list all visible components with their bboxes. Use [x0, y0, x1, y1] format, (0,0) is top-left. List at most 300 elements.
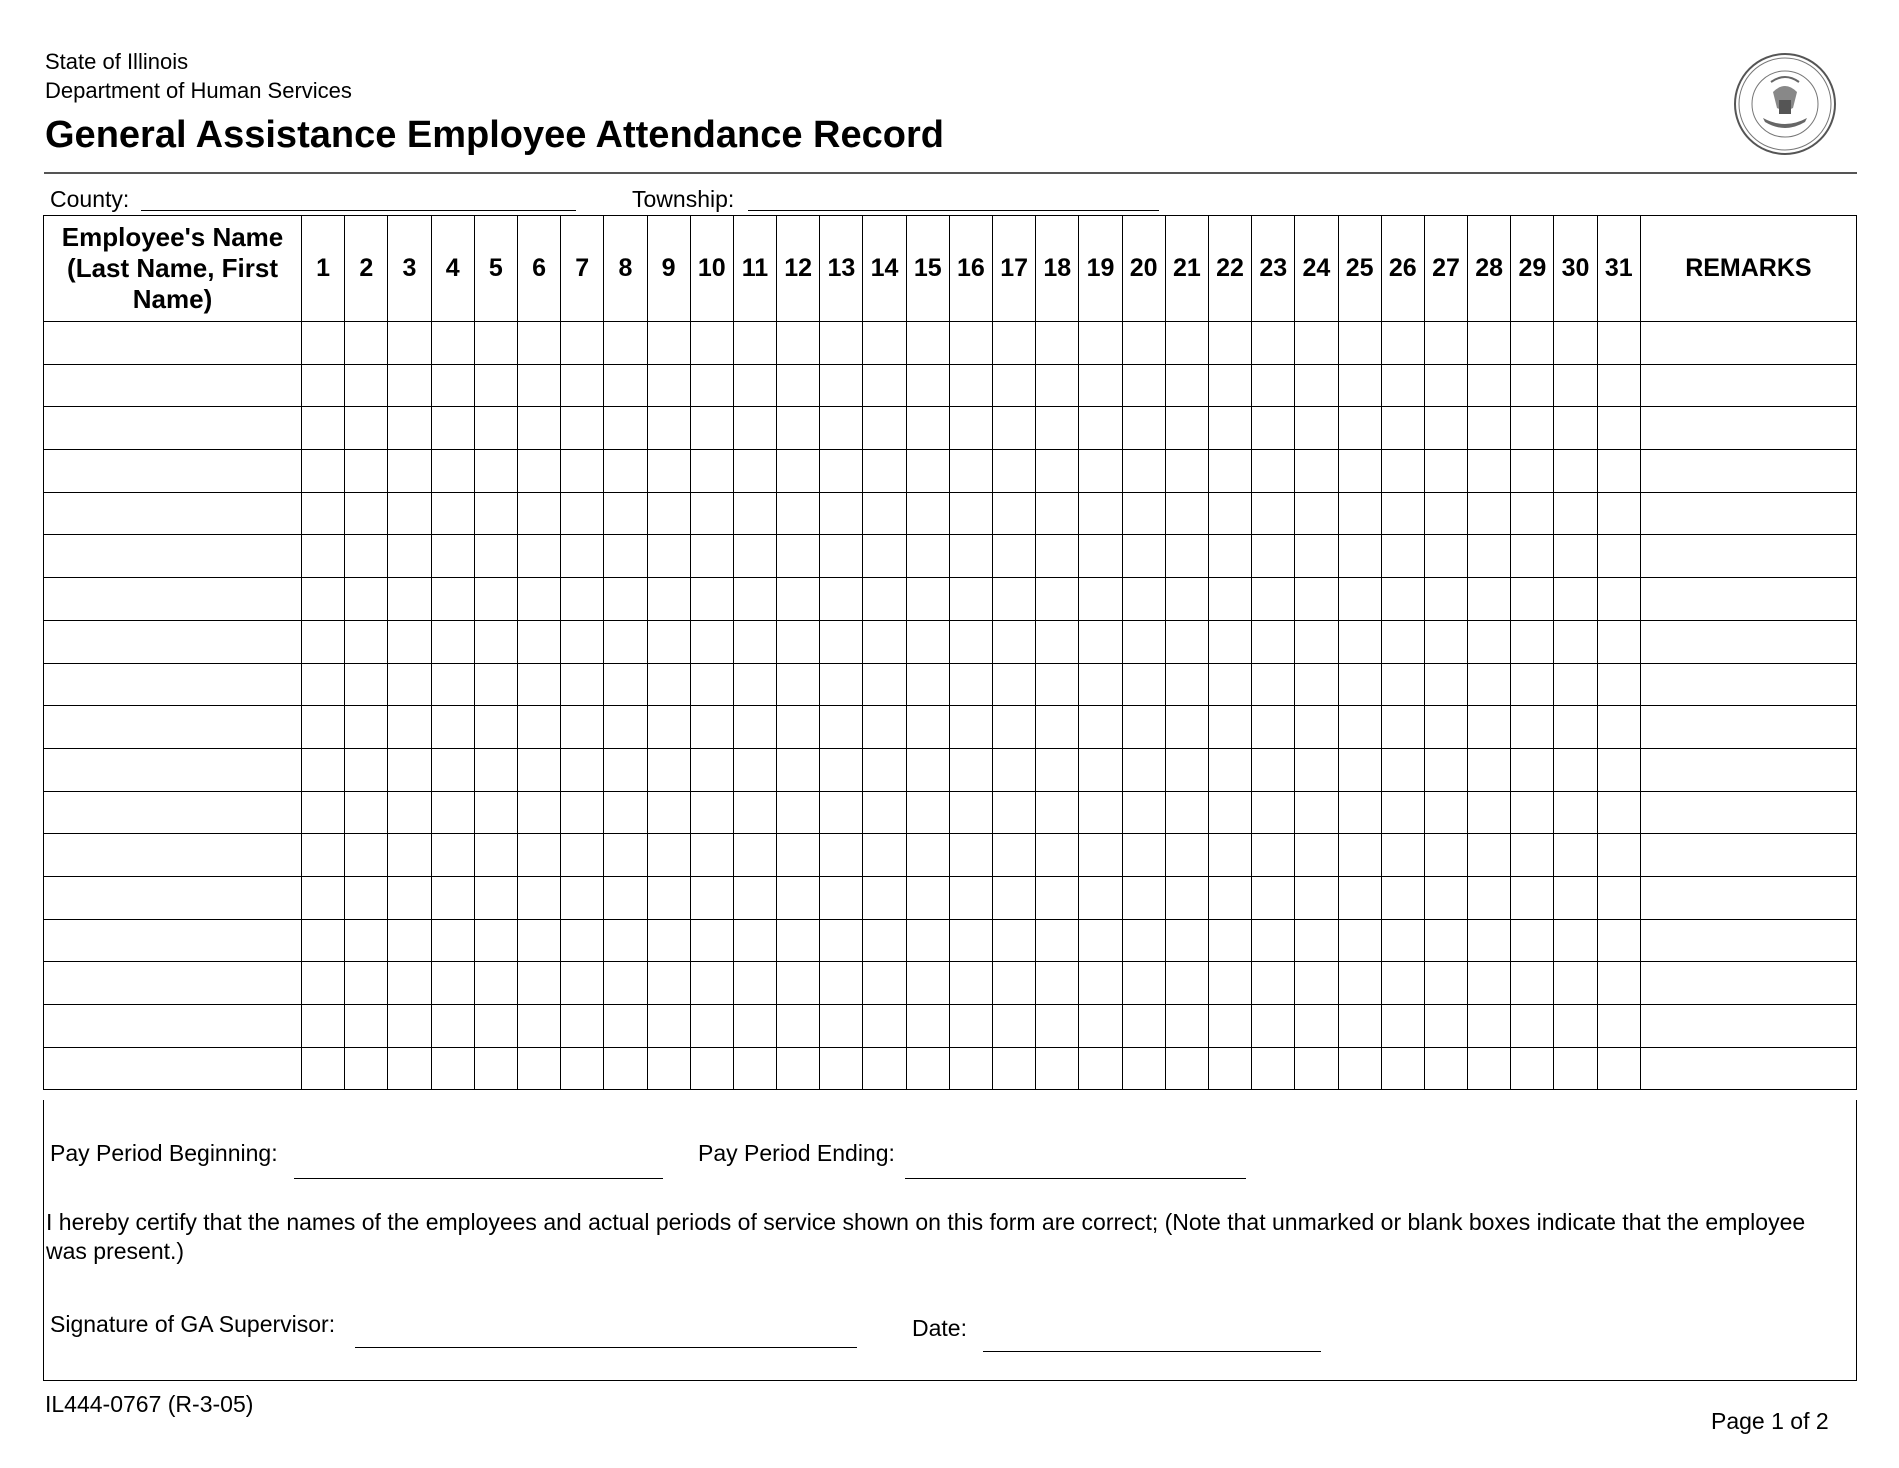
day-cell[interactable]: [1468, 834, 1511, 877]
day-cell[interactable]: [820, 407, 863, 450]
day-cell[interactable]: [345, 492, 388, 535]
day-cell[interactable]: [1165, 407, 1208, 450]
day-cell[interactable]: [993, 620, 1036, 663]
day-cell[interactable]: [690, 919, 733, 962]
day-cell[interactable]: [690, 663, 733, 706]
day-cell[interactable]: [302, 578, 345, 621]
day-cell[interactable]: [302, 407, 345, 450]
day-cell[interactable]: [1597, 962, 1640, 1005]
day-cell[interactable]: [1511, 1047, 1554, 1090]
day-cell[interactable]: [561, 407, 604, 450]
day-cell[interactable]: [561, 962, 604, 1005]
day-cell[interactable]: [1554, 620, 1597, 663]
day-cell[interactable]: [388, 578, 431, 621]
day-cell[interactable]: [1295, 364, 1338, 407]
day-cell[interactable]: [1338, 578, 1381, 621]
day-cell[interactable]: [561, 748, 604, 791]
day-cell[interactable]: [1381, 492, 1424, 535]
day-cell[interactable]: [949, 407, 992, 450]
day-cell[interactable]: [820, 364, 863, 407]
day-cell[interactable]: [604, 663, 647, 706]
day-cell[interactable]: [345, 919, 388, 962]
day-cell[interactable]: [1381, 663, 1424, 706]
day-cell[interactable]: [1036, 578, 1079, 621]
day-cell[interactable]: [733, 748, 776, 791]
day-cell[interactable]: [863, 876, 906, 919]
day-cell[interactable]: [1079, 407, 1122, 450]
day-cell[interactable]: [388, 962, 431, 1005]
pay-period-ending-field[interactable]: [905, 1178, 1246, 1179]
day-cell[interactable]: [302, 706, 345, 749]
day-cell[interactable]: [647, 492, 690, 535]
day-cell[interactable]: [777, 1047, 820, 1090]
day-cell[interactable]: [345, 748, 388, 791]
day-cell[interactable]: [1079, 450, 1122, 493]
remarks-cell[interactable]: [1640, 962, 1856, 1005]
day-cell[interactable]: [604, 706, 647, 749]
day-cell[interactable]: [1208, 492, 1251, 535]
day-cell[interactable]: [1165, 663, 1208, 706]
day-cell[interactable]: [906, 578, 949, 621]
day-cell[interactable]: [1597, 578, 1640, 621]
day-cell[interactable]: [1468, 620, 1511, 663]
remarks-cell[interactable]: [1640, 492, 1856, 535]
day-cell[interactable]: [647, 578, 690, 621]
day-cell[interactable]: [1252, 620, 1295, 663]
day-cell[interactable]: [690, 492, 733, 535]
day-cell[interactable]: [1252, 322, 1295, 365]
day-cell[interactable]: [1036, 663, 1079, 706]
day-cell[interactable]: [1036, 834, 1079, 877]
day-cell[interactable]: [1208, 834, 1251, 877]
day-cell[interactable]: [1597, 791, 1640, 834]
day-cell[interactable]: [604, 322, 647, 365]
day-cell[interactable]: [1208, 322, 1251, 365]
day-cell[interactable]: [388, 407, 431, 450]
day-cell[interactable]: [388, 834, 431, 877]
remarks-cell[interactable]: [1640, 663, 1856, 706]
day-cell[interactable]: [1468, 962, 1511, 1005]
day-cell[interactable]: [863, 578, 906, 621]
day-cell[interactable]: [1036, 364, 1079, 407]
day-cell[interactable]: [604, 962, 647, 1005]
day-cell[interactable]: [474, 962, 517, 1005]
remarks-cell[interactable]: [1640, 919, 1856, 962]
day-cell[interactable]: [1208, 962, 1251, 1005]
day-cell[interactable]: [1424, 834, 1467, 877]
day-cell[interactable]: [777, 834, 820, 877]
day-cell[interactable]: [1381, 791, 1424, 834]
day-cell[interactable]: [949, 535, 992, 578]
day-cell[interactable]: [474, 322, 517, 365]
day-cell[interactable]: [1208, 748, 1251, 791]
day-cell[interactable]: [302, 791, 345, 834]
day-cell[interactable]: [690, 1005, 733, 1048]
day-cell[interactable]: [1252, 791, 1295, 834]
day-cell[interactable]: [1554, 535, 1597, 578]
day-cell[interactable]: [1511, 1005, 1554, 1048]
day-cell[interactable]: [777, 706, 820, 749]
day-cell[interactable]: [1554, 706, 1597, 749]
day-cell[interactable]: [1554, 407, 1597, 450]
day-cell[interactable]: [1554, 322, 1597, 365]
day-cell[interactable]: [820, 919, 863, 962]
day-cell[interactable]: [863, 834, 906, 877]
day-cell[interactable]: [1468, 535, 1511, 578]
day-cell[interactable]: [993, 663, 1036, 706]
day-cell[interactable]: [863, 748, 906, 791]
signature-field[interactable]: [355, 1347, 857, 1348]
day-cell[interactable]: [604, 834, 647, 877]
day-cell[interactable]: [1122, 876, 1165, 919]
day-cell[interactable]: [993, 364, 1036, 407]
day-cell[interactable]: [517, 492, 560, 535]
day-cell[interactable]: [1208, 919, 1251, 962]
day-cell[interactable]: [993, 791, 1036, 834]
township-field[interactable]: [748, 210, 1159, 211]
day-cell[interactable]: [474, 748, 517, 791]
day-cell[interactable]: [517, 535, 560, 578]
day-cell[interactable]: [993, 706, 1036, 749]
day-cell[interactable]: [604, 876, 647, 919]
day-cell[interactable]: [1424, 1005, 1467, 1048]
remarks-cell[interactable]: [1640, 578, 1856, 621]
day-cell[interactable]: [1165, 450, 1208, 493]
day-cell[interactable]: [604, 919, 647, 962]
day-cell[interactable]: [604, 1047, 647, 1090]
day-cell[interactable]: [733, 322, 776, 365]
day-cell[interactable]: [1036, 962, 1079, 1005]
day-cell[interactable]: [431, 791, 474, 834]
day-cell[interactable]: [1381, 706, 1424, 749]
day-cell[interactable]: [906, 962, 949, 1005]
day-cell[interactable]: [906, 663, 949, 706]
day-cell[interactable]: [1036, 492, 1079, 535]
day-cell[interactable]: [1511, 748, 1554, 791]
day-cell[interactable]: [690, 706, 733, 749]
remarks-cell[interactable]: [1640, 364, 1856, 407]
day-cell[interactable]: [690, 407, 733, 450]
remarks-cell[interactable]: [1640, 322, 1856, 365]
day-cell[interactable]: [1381, 620, 1424, 663]
day-cell[interactable]: [1468, 450, 1511, 493]
day-cell[interactable]: [647, 876, 690, 919]
day-cell[interactable]: [1165, 834, 1208, 877]
day-cell[interactable]: [1122, 450, 1165, 493]
day-cell[interactable]: [1036, 620, 1079, 663]
day-cell[interactable]: [863, 492, 906, 535]
day-cell[interactable]: [388, 364, 431, 407]
day-cell[interactable]: [474, 450, 517, 493]
day-cell[interactable]: [517, 663, 560, 706]
day-cell[interactable]: [949, 364, 992, 407]
day-cell[interactable]: [431, 834, 474, 877]
day-cell[interactable]: [690, 791, 733, 834]
day-cell[interactable]: [1424, 791, 1467, 834]
day-cell[interactable]: [777, 620, 820, 663]
day-cell[interactable]: [517, 364, 560, 407]
day-cell[interactable]: [733, 1005, 776, 1048]
day-cell[interactable]: [474, 1005, 517, 1048]
day-cell[interactable]: [1468, 748, 1511, 791]
day-cell[interactable]: [1208, 791, 1251, 834]
day-cell[interactable]: [1468, 492, 1511, 535]
day-cell[interactable]: [388, 1005, 431, 1048]
day-cell[interactable]: [1338, 620, 1381, 663]
day-cell[interactable]: [1511, 322, 1554, 365]
day-cell[interactable]: [1554, 791, 1597, 834]
day-cell[interactable]: [993, 322, 1036, 365]
day-cell[interactable]: [993, 876, 1036, 919]
day-cell[interactable]: [1079, 834, 1122, 877]
day-cell[interactable]: [820, 492, 863, 535]
day-cell[interactable]: [647, 706, 690, 749]
day-cell[interactable]: [906, 748, 949, 791]
day-cell[interactable]: [1252, 834, 1295, 877]
day-cell[interactable]: [906, 535, 949, 578]
day-cell[interactable]: [474, 407, 517, 450]
day-cell[interactable]: [1252, 876, 1295, 919]
day-cell[interactable]: [1597, 492, 1640, 535]
day-cell[interactable]: [777, 364, 820, 407]
remarks-cell[interactable]: [1640, 407, 1856, 450]
day-cell[interactable]: [993, 748, 1036, 791]
day-cell[interactable]: [1036, 450, 1079, 493]
day-cell[interactable]: [1252, 706, 1295, 749]
day-cell[interactable]: [1511, 919, 1554, 962]
day-cell[interactable]: [1554, 1005, 1597, 1048]
remarks-cell[interactable]: [1640, 620, 1856, 663]
day-cell[interactable]: [777, 492, 820, 535]
day-cell[interactable]: [1036, 919, 1079, 962]
employee-name-cell[interactable]: [44, 834, 302, 877]
day-cell[interactable]: [345, 407, 388, 450]
day-cell[interactable]: [1338, 535, 1381, 578]
day-cell[interactable]: [1208, 535, 1251, 578]
day-cell[interactable]: [517, 748, 560, 791]
day-cell[interactable]: [1079, 706, 1122, 749]
day-cell[interactable]: [302, 322, 345, 365]
day-cell[interactable]: [302, 620, 345, 663]
day-cell[interactable]: [820, 322, 863, 365]
day-cell[interactable]: [1554, 834, 1597, 877]
day-cell[interactable]: [1295, 535, 1338, 578]
day-cell[interactable]: [431, 663, 474, 706]
day-cell[interactable]: [388, 876, 431, 919]
day-cell[interactable]: [1338, 663, 1381, 706]
day-cell[interactable]: [1036, 1005, 1079, 1048]
day-cell[interactable]: [820, 706, 863, 749]
day-cell[interactable]: [1252, 1047, 1295, 1090]
day-cell[interactable]: [733, 620, 776, 663]
day-cell[interactable]: [863, 1005, 906, 1048]
day-cell[interactable]: [1338, 364, 1381, 407]
day-cell[interactable]: [431, 450, 474, 493]
day-cell[interactable]: [1338, 919, 1381, 962]
day-cell[interactable]: [1338, 450, 1381, 493]
day-cell[interactable]: [949, 450, 992, 493]
day-cell[interactable]: [1122, 706, 1165, 749]
day-cell[interactable]: [1252, 578, 1295, 621]
day-cell[interactable]: [1036, 407, 1079, 450]
day-cell[interactable]: [1122, 535, 1165, 578]
day-cell[interactable]: [561, 919, 604, 962]
day-cell[interactable]: [1511, 450, 1554, 493]
day-cell[interactable]: [474, 535, 517, 578]
day-cell[interactable]: [993, 450, 1036, 493]
day-cell[interactable]: [1338, 748, 1381, 791]
day-cell[interactable]: [1122, 791, 1165, 834]
day-cell[interactable]: [1424, 706, 1467, 749]
day-cell[interactable]: [1597, 663, 1640, 706]
day-cell[interactable]: [431, 748, 474, 791]
day-cell[interactable]: [1295, 450, 1338, 493]
day-cell[interactable]: [647, 1047, 690, 1090]
day-cell[interactable]: [1424, 535, 1467, 578]
day-cell[interactable]: [517, 706, 560, 749]
day-cell[interactable]: [345, 450, 388, 493]
day-cell[interactable]: [820, 1005, 863, 1048]
day-cell[interactable]: [431, 322, 474, 365]
day-cell[interactable]: [1252, 919, 1295, 962]
remarks-cell[interactable]: [1640, 834, 1856, 877]
employee-name-cell[interactable]: [44, 620, 302, 663]
day-cell[interactable]: [1295, 620, 1338, 663]
day-cell[interactable]: [1295, 1005, 1338, 1048]
day-cell[interactable]: [474, 919, 517, 962]
day-cell[interactable]: [1597, 834, 1640, 877]
day-cell[interactable]: [1597, 1047, 1640, 1090]
day-cell[interactable]: [1381, 919, 1424, 962]
day-cell[interactable]: [517, 620, 560, 663]
day-cell[interactable]: [647, 322, 690, 365]
day-cell[interactable]: [1165, 1005, 1208, 1048]
day-cell[interactable]: [733, 1047, 776, 1090]
day-cell[interactable]: [1338, 791, 1381, 834]
day-cell[interactable]: [302, 748, 345, 791]
day-cell[interactable]: [949, 876, 992, 919]
day-cell[interactable]: [863, 535, 906, 578]
day-cell[interactable]: [993, 1005, 1036, 1048]
day-cell[interactable]: [1424, 620, 1467, 663]
day-cell[interactable]: [561, 706, 604, 749]
day-cell[interactable]: [561, 791, 604, 834]
day-cell[interactable]: [1165, 706, 1208, 749]
day-cell[interactable]: [1424, 748, 1467, 791]
day-cell[interactable]: [1554, 919, 1597, 962]
day-cell[interactable]: [733, 962, 776, 1005]
day-cell[interactable]: [1079, 322, 1122, 365]
day-cell[interactable]: [1511, 791, 1554, 834]
remarks-cell[interactable]: [1640, 535, 1856, 578]
day-cell[interactable]: [1424, 364, 1467, 407]
day-cell[interactable]: [517, 1005, 560, 1048]
day-cell[interactable]: [733, 535, 776, 578]
day-cell[interactable]: [690, 450, 733, 493]
day-cell[interactable]: [733, 834, 776, 877]
day-cell[interactable]: [820, 876, 863, 919]
day-cell[interactable]: [733, 706, 776, 749]
day-cell[interactable]: [561, 834, 604, 877]
day-cell[interactable]: [949, 620, 992, 663]
day-cell[interactable]: [1208, 578, 1251, 621]
day-cell[interactable]: [1381, 578, 1424, 621]
day-cell[interactable]: [604, 1005, 647, 1048]
day-cell[interactable]: [1381, 450, 1424, 493]
day-cell[interactable]: [690, 748, 733, 791]
day-cell[interactable]: [517, 1047, 560, 1090]
day-cell[interactable]: [863, 663, 906, 706]
remarks-cell[interactable]: [1640, 876, 1856, 919]
day-cell[interactable]: [1597, 364, 1640, 407]
day-cell[interactable]: [1252, 1005, 1295, 1048]
day-cell[interactable]: [1597, 322, 1640, 365]
day-cell[interactable]: [1122, 919, 1165, 962]
day-cell[interactable]: [906, 1047, 949, 1090]
remarks-cell[interactable]: [1640, 1005, 1856, 1048]
day-cell[interactable]: [345, 663, 388, 706]
day-cell[interactable]: [1079, 578, 1122, 621]
day-cell[interactable]: [733, 364, 776, 407]
day-cell[interactable]: [517, 876, 560, 919]
day-cell[interactable]: [561, 1005, 604, 1048]
day-cell[interactable]: [1079, 962, 1122, 1005]
day-cell[interactable]: [1252, 962, 1295, 1005]
day-cell[interactable]: [1165, 364, 1208, 407]
day-cell[interactable]: [1295, 663, 1338, 706]
day-cell[interactable]: [1511, 492, 1554, 535]
remarks-cell[interactable]: [1640, 791, 1856, 834]
day-cell[interactable]: [863, 322, 906, 365]
day-cell[interactable]: [777, 450, 820, 493]
day-cell[interactable]: [388, 492, 431, 535]
day-cell[interactable]: [1338, 492, 1381, 535]
day-cell[interactable]: [1511, 578, 1554, 621]
day-cell[interactable]: [1424, 450, 1467, 493]
day-cell[interactable]: [1208, 364, 1251, 407]
day-cell[interactable]: [1381, 748, 1424, 791]
day-cell[interactable]: [1597, 620, 1640, 663]
day-cell[interactable]: [647, 962, 690, 1005]
day-cell[interactable]: [647, 620, 690, 663]
employee-name-cell[interactable]: [44, 663, 302, 706]
day-cell[interactable]: [863, 450, 906, 493]
day-cell[interactable]: [1295, 1047, 1338, 1090]
day-cell[interactable]: [604, 492, 647, 535]
employee-name-cell[interactable]: [44, 578, 302, 621]
day-cell[interactable]: [302, 492, 345, 535]
day-cell[interactable]: [1468, 663, 1511, 706]
day-cell[interactable]: [820, 450, 863, 493]
day-cell[interactable]: [561, 492, 604, 535]
day-cell[interactable]: [1381, 322, 1424, 365]
day-cell[interactable]: [1597, 706, 1640, 749]
day-cell[interactable]: [388, 791, 431, 834]
day-cell[interactable]: [906, 791, 949, 834]
day-cell[interactable]: [1122, 663, 1165, 706]
day-cell[interactable]: [777, 748, 820, 791]
day-cell[interactable]: [1381, 407, 1424, 450]
day-cell[interactable]: [993, 407, 1036, 450]
day-cell[interactable]: [820, 663, 863, 706]
day-cell[interactable]: [733, 663, 776, 706]
day-cell[interactable]: [474, 706, 517, 749]
day-cell[interactable]: [1079, 492, 1122, 535]
day-cell[interactable]: [1468, 578, 1511, 621]
day-cell[interactable]: [820, 834, 863, 877]
day-cell[interactable]: [302, 834, 345, 877]
day-cell[interactable]: [1597, 748, 1640, 791]
